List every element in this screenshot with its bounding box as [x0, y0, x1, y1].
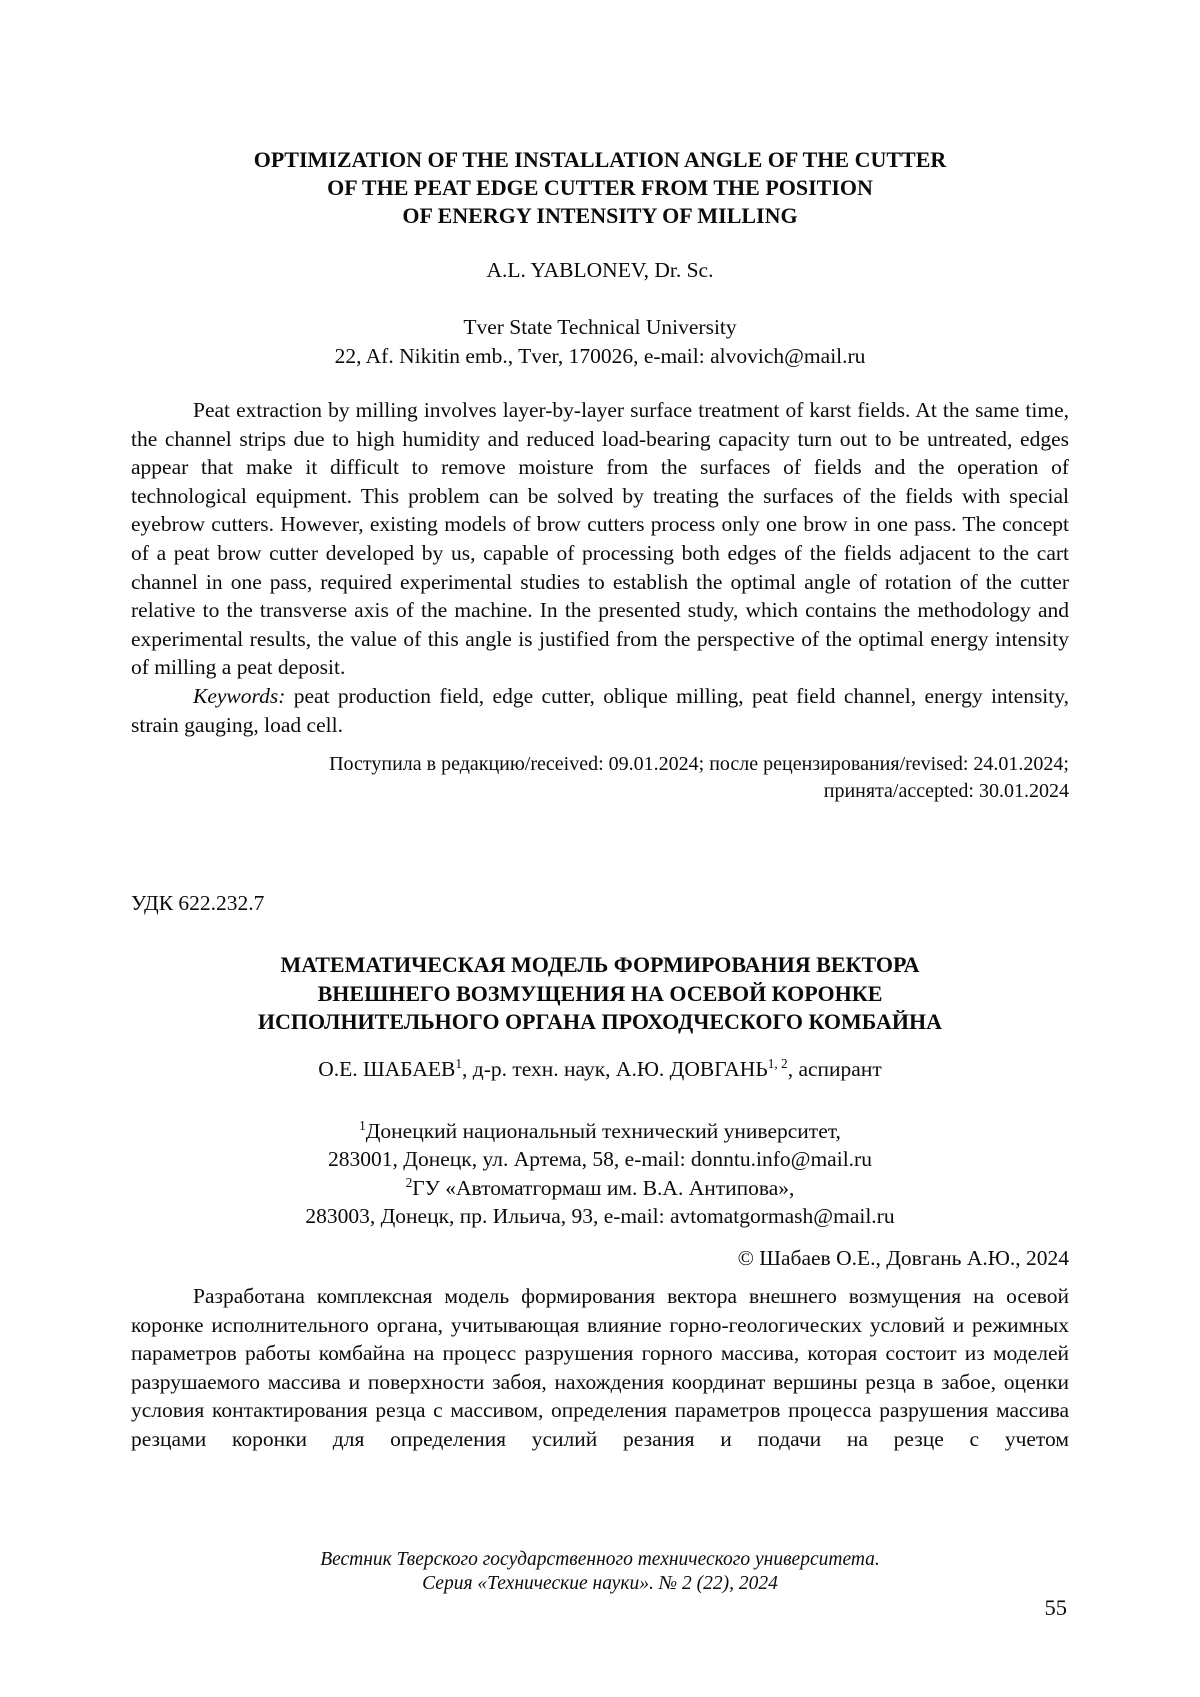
received-dates — [131, 751, 1069, 805]
affiliation-ru-line — [131, 1174, 1069, 1203]
author-ru-affiliation-mark: 1 — [455, 1055, 462, 1071]
affiliation-mark: 1 — [359, 1117, 366, 1133]
affiliation-ru-line: 283003, Донецк, пр. Ильича, 93, e-mail: avtomatgormash@mail.ru — [305, 1204, 895, 1229]
keywords-en — [131, 682, 1069, 739]
affiliation-ru-text: Донецкий национальный технический университет, — [365, 1118, 841, 1143]
affiliation-ru — [131, 1117, 1069, 1231]
abstract-ru — [131, 1282, 1069, 1454]
author-ru-degree-and-name: , д-р. техн. наук, А.Ю. ДОВГАНЬ — [462, 1056, 768, 1081]
affiliation-ru-line: 283001, Донецк, ул. Артема, 58, e-mail: donntu.info@mail.ru — [328, 1147, 872, 1172]
author-line-en: A.L. YABLONEV, Dr. Sc. — [486, 258, 714, 282]
article-title-ru-line: МАТЕМАТИЧЕСКАЯ МОДЕЛЬ ФОРМИРОВАНИЯ ВЕКТОРА — [280, 952, 920, 978]
article-title-ru-line: ИСПОЛНИТЕЛЬНОГО ОРГАНА ПРОХОДЧЕСКОГО КОМБАЙНА — [257, 1009, 943, 1035]
affiliation-ru-line — [131, 1117, 1069, 1146]
article-title-en-line: OPTIMIZATION OF THE INSTALLATION ANGLE OF THE CUTTER — [253, 147, 947, 172]
abstract-en — [131, 396, 1069, 682]
article-title-en-line: OF ENERGY INTENSITY OF MILLING — [402, 203, 798, 228]
keywords-label: Keywords: — [193, 683, 286, 708]
affiliation-mark: 2 — [405, 1174, 413, 1190]
affiliation-ru-text: ГУ «Автоматгормаш им. В.А. Антипова», — [412, 1175, 795, 1200]
abstract-en-text: Peat extraction by milling involves layer-by-layer surface treatment of karst fields. At the same time, the channel strips due to high humidity and reduced load-bearing capacity turn out to be untreated, edges appear that make it difficult to remove moisture from the surfaces of fields and the operation of technological equipment. This problem can be solved by treating the surfaces of the fields with special eyebrow cutters. However, existing models of brow cutters process only one brow in one pass. The concept of a peat brow cutter developed by us, capable of processing both edges of the fields adjacent to the cart channel in one pass, required experimental studies to establish the optimal angle of rotation of the cutter relative to the transverse axis of the machine. In the presented study, which contains the methodology and experimental results, the value of this angle is justified from the perspective of the optimal energy intensity of milling a peat deposit. — [131, 398, 1069, 680]
received-dates-line: принята/accepted: 30.01.2024 — [823, 780, 1069, 803]
affiliation-en-line: Tver State Technical University — [463, 315, 737, 339]
article-title-ru-line: ВНЕШНЕГО ВОЗМУЩЕНИЯ НА ОСЕВОЙ КОРОНКЕ — [317, 980, 883, 1006]
abstract-ru-text: Разработана комплексная модель формирования вектора внешнего возмущения на осевой коронке исполнительного органа, учитывающая влияние горно-геологических условий и режимных параметров работы комбайна на процесс разрушения горного массива, которая состоит из моделей разрушаемого массива и поверхности забоя, нахождения координат вершины резца в забое, оценки условия контактирования резца с массивом, определения параметров процесса разрушения массива резцами коронки для определения усилий резания и подачи на резце с учетом — [131, 1284, 1069, 1451]
keywords-list: peat production field, edge cutter, oblique milling, peat field channel, energy intensity, strain gauging, load cell. — [131, 683, 1069, 737]
journal-footer-line: Вестник Тверского государственного технического университета. — [320, 1549, 880, 1570]
copyright-line: © Шабаев О.Е., Довгань А.Ю., 2024 — [737, 1246, 1069, 1270]
author-ru-affiliation-mark: 1, 2 — [767, 1055, 788, 1071]
article-title-ru — [131, 951, 1069, 1037]
udk-code: УДК 622.232.7 — [131, 891, 265, 916]
keywords-en-text — [131, 682, 1069, 739]
author-ru-degree: , аспирант — [787, 1056, 882, 1081]
journal-footer-line: Серия «Технические науки». № 2 (22), 2024 — [422, 1573, 778, 1594]
journal-footer — [131, 1548, 1069, 1596]
page-number: 55 — [1044, 1595, 1067, 1620]
received-dates-line: Поступила в редакцию/received: 09.01.2024; после рецензирования/revised: 24.01.2024; — [329, 753, 1069, 776]
author-line-ru — [131, 1055, 1069, 1083]
article-title-en-line: OF THE PEAT EDGE CUTTER FROM THE POSITION — [327, 175, 873, 200]
article-title-en — [131, 146, 1069, 230]
affiliation-en — [131, 313, 1069, 370]
author-ru-name: О.Е. ШАБАЕВ — [318, 1056, 456, 1081]
affiliation-en-line: 22, Af. Nikitin emb., Tver, 170026, e-mail: alvovich@mail.ru — [334, 343, 866, 368]
